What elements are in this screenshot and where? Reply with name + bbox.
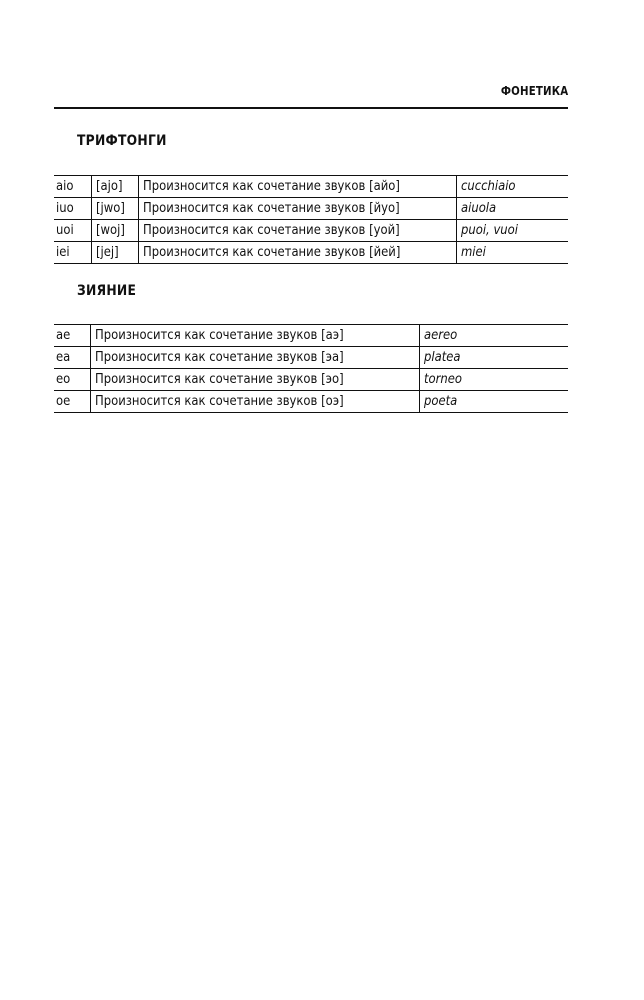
letters-cell: iuo	[54, 198, 91, 220]
hiatus-table	[54, 324, 568, 413]
letters-cell: uoi	[54, 220, 91, 242]
section-title-hiatus: ЗИЯНИЕ	[77, 283, 137, 299]
table-row	[54, 369, 568, 391]
letters-cell: aio	[54, 176, 91, 198]
description-cell: Произносится как сочетание звуков [айо]	[138, 176, 456, 198]
letters-cell: ae	[54, 325, 90, 347]
table-row	[54, 198, 568, 220]
ipa-cell: [jwo]	[91, 198, 138, 220]
ipa-cell: [jej]	[91, 242, 138, 264]
table-row	[54, 242, 568, 264]
description-cell: Произносится как сочетание звуков [эо]	[90, 369, 419, 391]
section-title-triphthongs: ТРИФТОНГИ	[77, 133, 167, 149]
table-row	[54, 176, 568, 198]
description-cell: Произносится как сочетание звуков [эа]	[90, 347, 419, 369]
table-row	[54, 325, 568, 347]
ipa-cell: [woj]	[91, 220, 138, 242]
letters-cell: iei	[54, 242, 91, 264]
description-cell: Произносится как сочетание звуков [йей]	[138, 242, 456, 264]
description-cell: Произносится как сочетание звуков [уой]	[138, 220, 456, 242]
table-row	[54, 220, 568, 242]
example-cell: miei	[456, 242, 568, 264]
example-cell: poeta	[419, 391, 568, 413]
triphthongs-table	[54, 175, 568, 264]
example-cell: cucchiaio	[456, 176, 568, 198]
table-row	[54, 391, 568, 413]
letters-cell: ea	[54, 347, 90, 369]
description-cell: Произносится как сочетание звуков [йуо]	[138, 198, 456, 220]
example-cell: platea	[419, 347, 568, 369]
description-cell: Произносится как сочетание звуков [аэ]	[90, 325, 419, 347]
header-rule	[54, 107, 568, 109]
letters-cell: eo	[54, 369, 90, 391]
example-cell: puoi, vuoi	[456, 220, 568, 242]
example-cell: aiuola	[456, 198, 568, 220]
ipa-cell: [ajo]	[91, 176, 138, 198]
description-cell: Произносится как сочетание звуков [оэ]	[90, 391, 419, 413]
example-cell: torneo	[419, 369, 568, 391]
running-title: ФОНЕТИКА	[500, 84, 568, 98]
table-row	[54, 347, 568, 369]
letters-cell: oe	[54, 391, 90, 413]
example-cell: aereo	[419, 325, 568, 347]
